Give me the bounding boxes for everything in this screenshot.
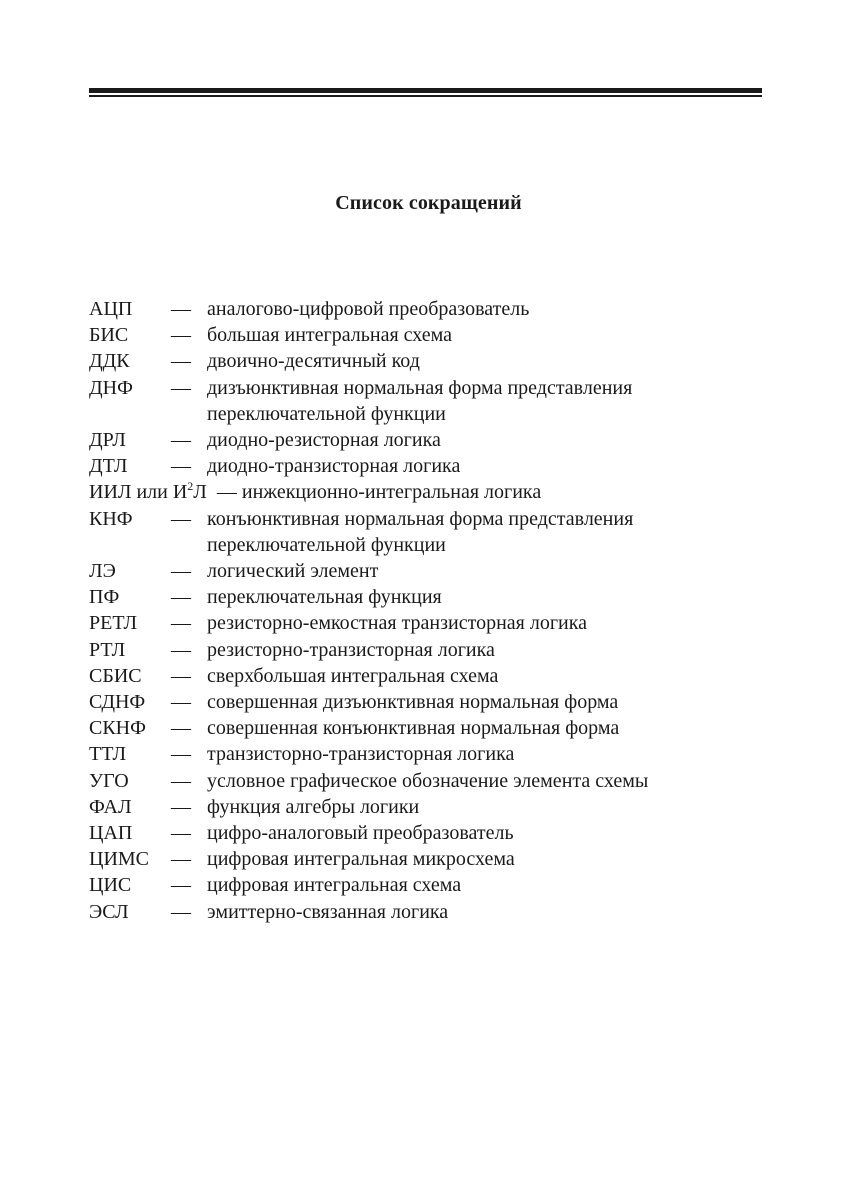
em-dash: — [171,560,191,583]
abbreviation-term: ДРЛ [89,429,126,452]
list-item [89,427,769,453]
list-item [89,820,769,846]
abbreviation-definition: совершенная дизъюнктивная нормальная форма [207,691,619,714]
list-item [89,296,769,322]
em-dash: — [171,638,191,661]
em-dash: — [171,848,191,871]
list-item [89,741,769,767]
list-item [89,506,769,558]
list-item [89,846,769,872]
abbreviation-definition: инжекционно-интегральная логика [241,481,542,504]
abbreviation-term: ДНФ [89,376,133,399]
abbreviation-term-suffix: Л [193,481,207,504]
combined-entry-line [89,479,769,505]
abbreviation-definition: совершенная конъюнктивная нормальная форма [207,717,620,740]
abbreviation-definition-continued: переключательной функции [207,533,446,556]
abbreviation-definition: резисторно-емкостная транзисторная логика [207,612,588,635]
em-dash: — [171,507,191,530]
abbreviation-definition: конъюнктивная нормальная форма представления [207,507,634,530]
abbreviation-term: РЕТЛ [89,612,138,635]
abbreviation-definition: логический элемент [207,560,379,583]
abbreviation-term: КНФ [89,507,133,530]
em-dash: — [171,455,191,478]
em-dash: — [216,481,237,504]
list-item [89,899,769,925]
abbreviation-term: АЦП [89,298,133,320]
abbreviation-term: СБИС [89,664,142,687]
abbreviation-definition: цифро-аналоговый преобразователь [207,822,514,845]
abbreviation-definition: двоично-десятичный код [207,350,420,373]
abbreviation-term-prefix: ИИЛ или И [89,481,188,504]
em-dash: — [171,822,191,845]
abbreviation-definition: дизъюнктивная нормальная форма представления [207,376,633,399]
em-dash: — [171,664,191,687]
em-dash: — [171,874,191,897]
abbreviation-list [89,296,769,925]
abbreviation-term: РТЛ [89,638,126,661]
em-dash: — [171,691,191,714]
em-dash: — [171,900,191,923]
abbreviation-definition: переключательная функция [207,586,442,609]
abbreviation-definition-continued: переключательной функции [207,402,446,425]
em-dash: — [171,586,191,609]
em-dash: — [171,429,191,452]
em-dash: — [171,612,191,635]
list-item [89,479,769,505]
em-dash: — [171,350,191,373]
abbreviation-definition: диодно-резисторная логика [207,429,441,452]
abbreviation-term: ДТЛ [89,455,128,478]
abbreviation-term: ТТЛ [89,743,127,766]
abbreviation-definition: эмиттерно-связанная логика [207,900,449,923]
abbreviation-term: УГО [89,769,129,792]
abbreviation-term: ЦИС [89,874,132,897]
abbreviation-term: БИС [89,324,129,347]
em-dash: — [171,743,191,766]
list-item [89,715,769,741]
abbreviation-definition: сверхбольшая интегральная схема [207,664,499,687]
abbreviation-definition: транзисторно-транзисторная логика [207,743,515,766]
em-dash: — [171,324,191,347]
abbreviation-term: ЦИМС [89,848,150,871]
abbreviation-term: СКНФ [89,717,146,740]
list-item [89,348,769,374]
abbreviation-term: ЭСЛ [89,900,129,923]
abbreviation-term: ЦАП [89,822,133,845]
abbreviation-term: ПФ [89,586,120,609]
abbreviation-definition: большая интегральная схема [207,324,453,347]
em-dash: — [171,376,191,399]
abbreviation-definition: цифровая интегральная схема [207,874,462,897]
abbreviation-term-superscript: 2 [187,478,194,493]
abbreviation-definition: резисторно-транзисторная логика [207,638,495,661]
page-title: Список сокращений [335,192,522,214]
em-dash: — [171,298,191,320]
list-item [89,637,769,663]
em-dash: — [171,795,191,818]
list-item [89,663,769,689]
list-item [89,375,769,427]
abbreviation-term: СДНФ [89,691,146,714]
list-item [89,610,769,636]
list-item [89,872,769,898]
abbreviation-term: ЛЭ [89,560,116,583]
abbreviation-definition: цифровая интегральная микросхема [207,848,515,871]
abbreviation-definition: аналогово-цифровой преобразователь [207,298,530,320]
list-item [89,794,769,820]
abbreviation-term: ФАЛ [89,795,132,818]
abbreviation-definition: функция алгебры логики [207,795,420,818]
list-item [89,558,769,584]
abbreviation-definition: диодно-транзисторная логика [207,455,461,478]
list-item [89,322,769,348]
list-item [89,453,769,479]
list-item [89,768,769,794]
abbreviation-definition: условное графическое обозначение элемента схемы [207,769,649,792]
list-item [89,584,769,610]
em-dash: — [171,717,191,740]
abbreviation-term: ДДК [89,350,130,373]
header-double-rule [89,88,762,97]
em-dash: — [171,769,191,792]
list-item [89,689,769,715]
